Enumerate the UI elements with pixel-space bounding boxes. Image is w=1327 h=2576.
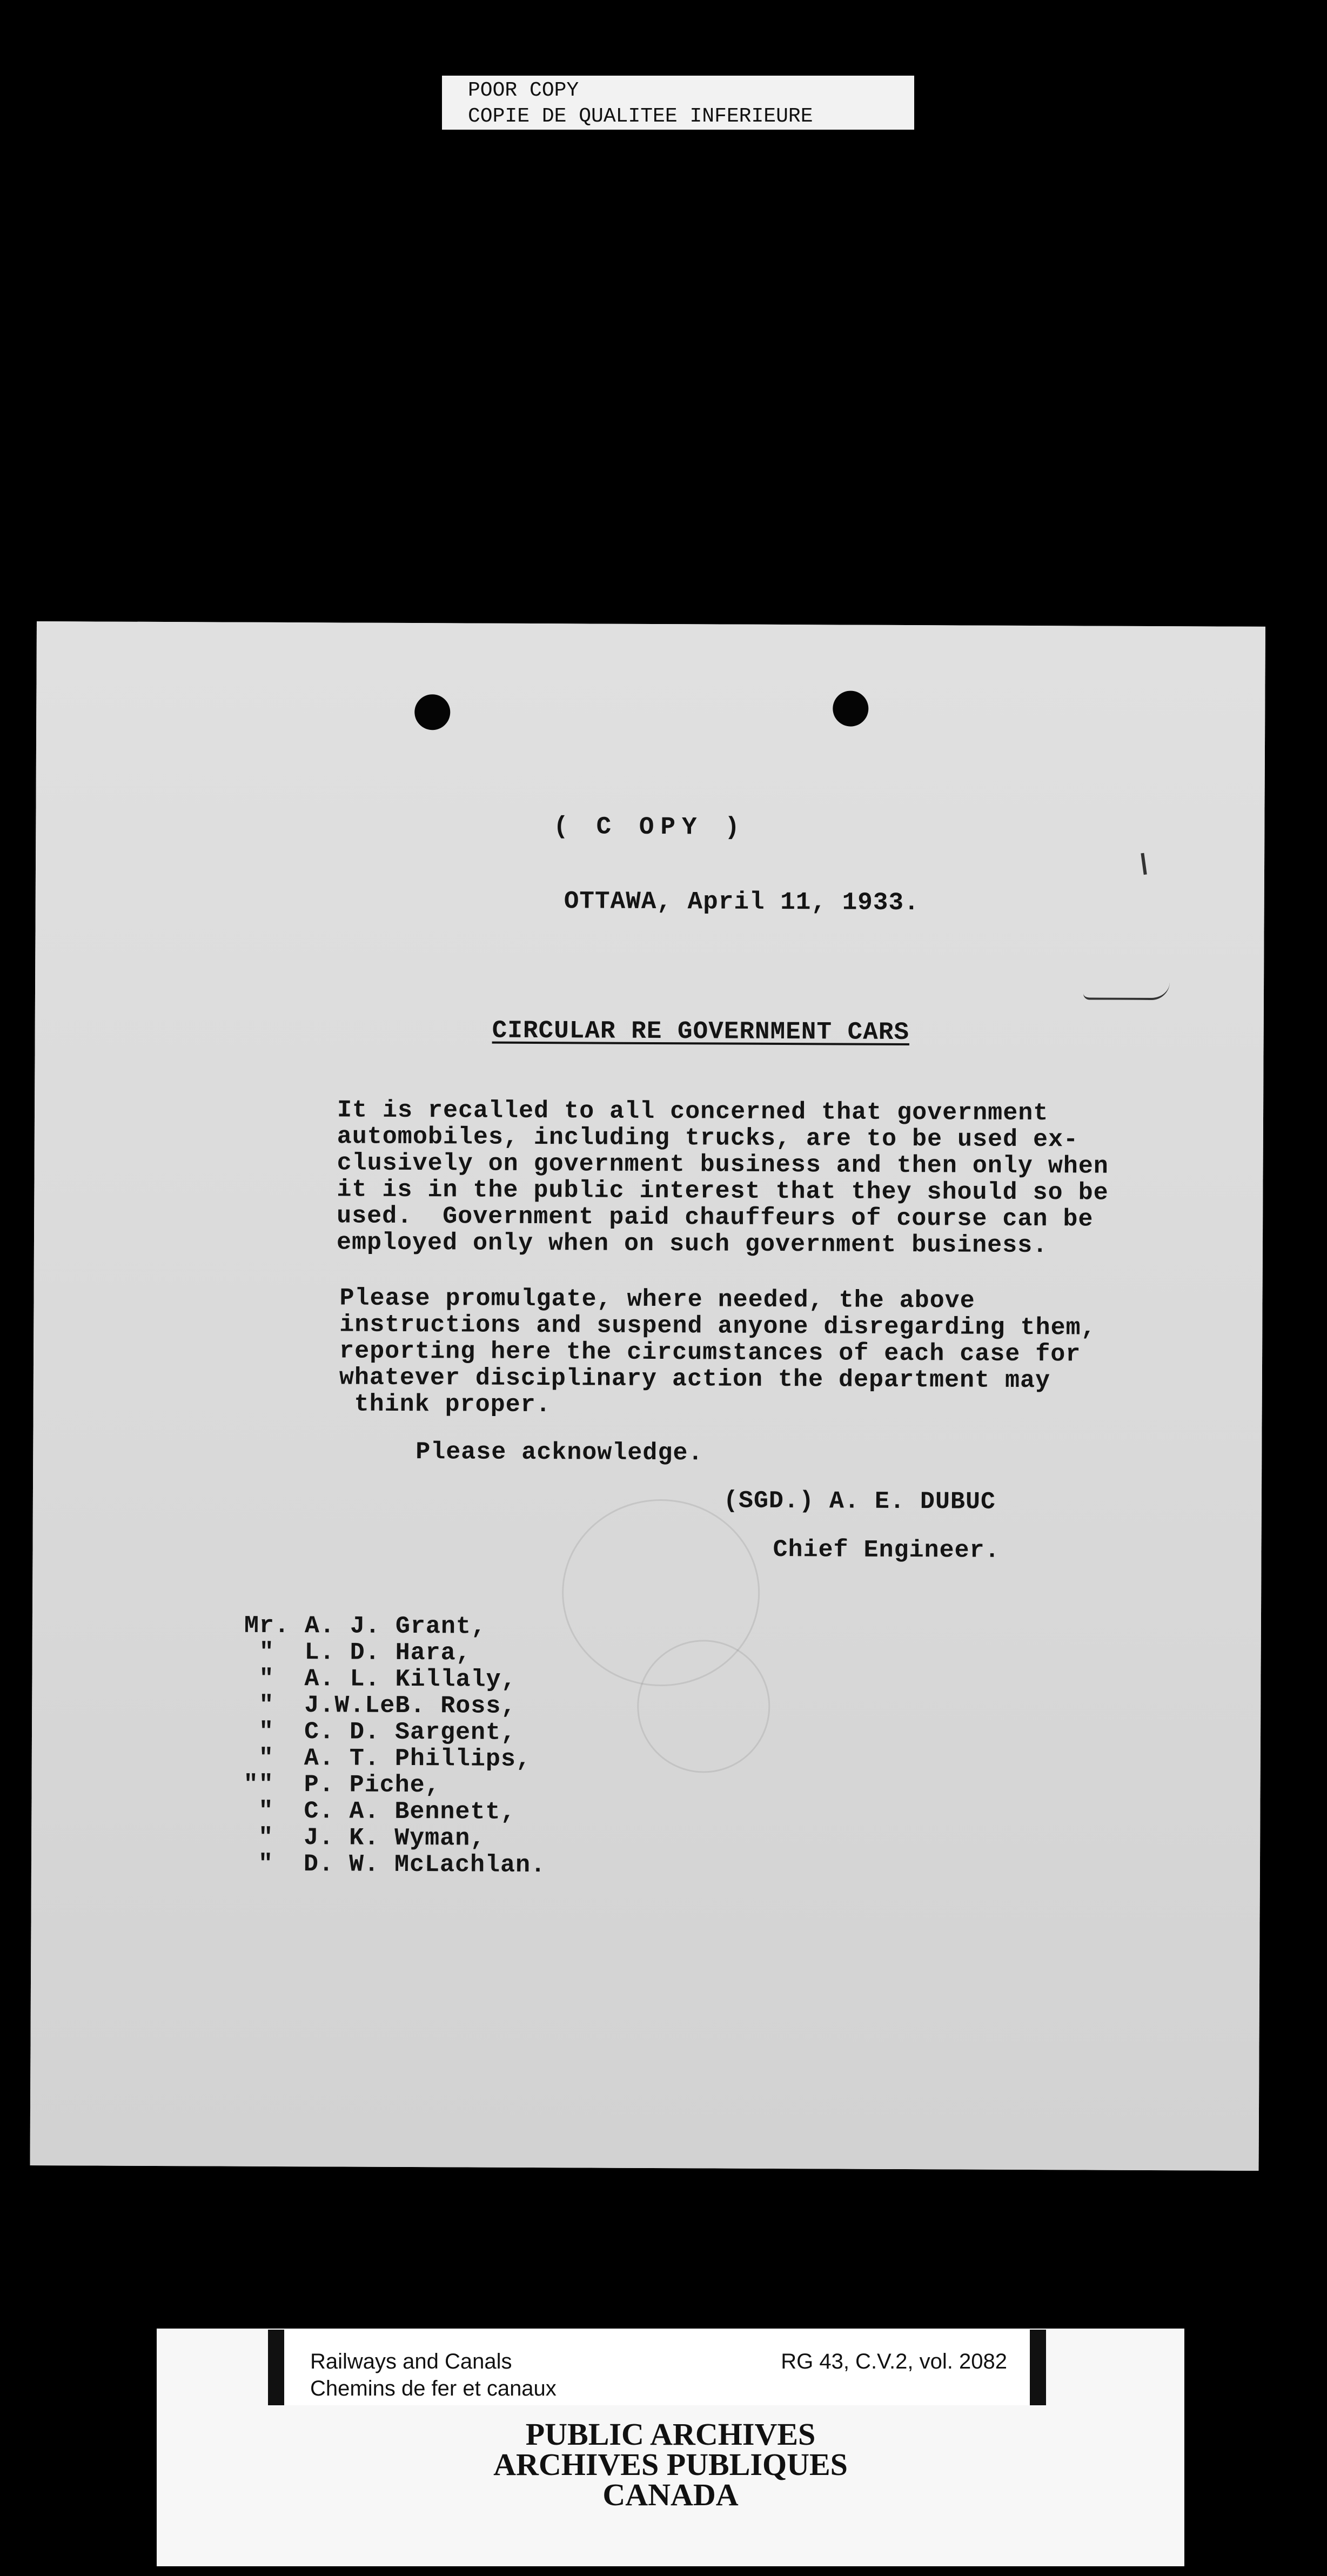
reference-box bbox=[268, 2330, 1046, 2405]
punch-hole-right bbox=[833, 690, 868, 726]
archives-line-3: CANADA bbox=[602, 2477, 739, 2512]
archives-line-2: ARCHIVES PUBLIQUES bbox=[493, 2447, 848, 2482]
archives-label bbox=[157, 2419, 1184, 2510]
paragraph-2: Please promulgate, where needed, the above instructions and suspend anyone disregarding them, reporting here the circumstances of each case for whatever disciplinary action the department may think proper. bbox=[339, 1284, 1096, 1419]
signature-name: (SGD.) A. E. DUBUC bbox=[723, 1487, 996, 1516]
stamp-line-1: POOR COPY bbox=[468, 79, 579, 102]
recipient-list: Mr. A. J. Grant, " L. D. Hara, " A. L. Killaly, " J.W.LeB. Ross, " C. D. Sargent, " A. T. Phillips, "" P. Piche, " C. A. Bennett, " J. K. Wyman, " D. W. McLachlan. bbox=[243, 1612, 546, 1880]
fonds-name-fr: Chemins de fer et canaux bbox=[310, 2377, 557, 2400]
copy-heading: ( C OPY ) bbox=[553, 813, 746, 842]
document-page bbox=[30, 621, 1265, 2171]
circular-title: CIRCULAR RE GOVERNMENT CARS bbox=[492, 1016, 910, 1047]
punch-hole-left bbox=[414, 694, 450, 730]
signature-title: Chief Engineer. bbox=[773, 1535, 1000, 1565]
archive-reference: RG 43, C.V.2, vol. 2082 bbox=[781, 2350, 1007, 2373]
pen-squiggle bbox=[1083, 981, 1170, 1000]
archives-line-1: PUBLIC ARCHIVES bbox=[525, 2417, 816, 2452]
acknowledge-line: Please acknowledge. bbox=[415, 1438, 703, 1467]
paragraph-1: It is recalled to all concerned that government automobiles, including trucks, are to be used ex- clusively on government business and then only when it is in the public interest that they should so be used. Government paid chauffeurs of course can be employed only when on such government business. bbox=[336, 1096, 1109, 1260]
poor-copy-stamp bbox=[442, 76, 914, 130]
dateline: OTTAWA, April 11, 1933. bbox=[564, 887, 920, 917]
pen-mark bbox=[1141, 853, 1147, 875]
fonds-name bbox=[310, 2348, 557, 2402]
stamp-line-2: COPIE DE QUALITEE INFERIEURE bbox=[468, 105, 813, 128]
fonds-name-en: Railways and Canals bbox=[310, 2350, 512, 2373]
faint-stamp-mark-inner bbox=[637, 1640, 770, 1773]
